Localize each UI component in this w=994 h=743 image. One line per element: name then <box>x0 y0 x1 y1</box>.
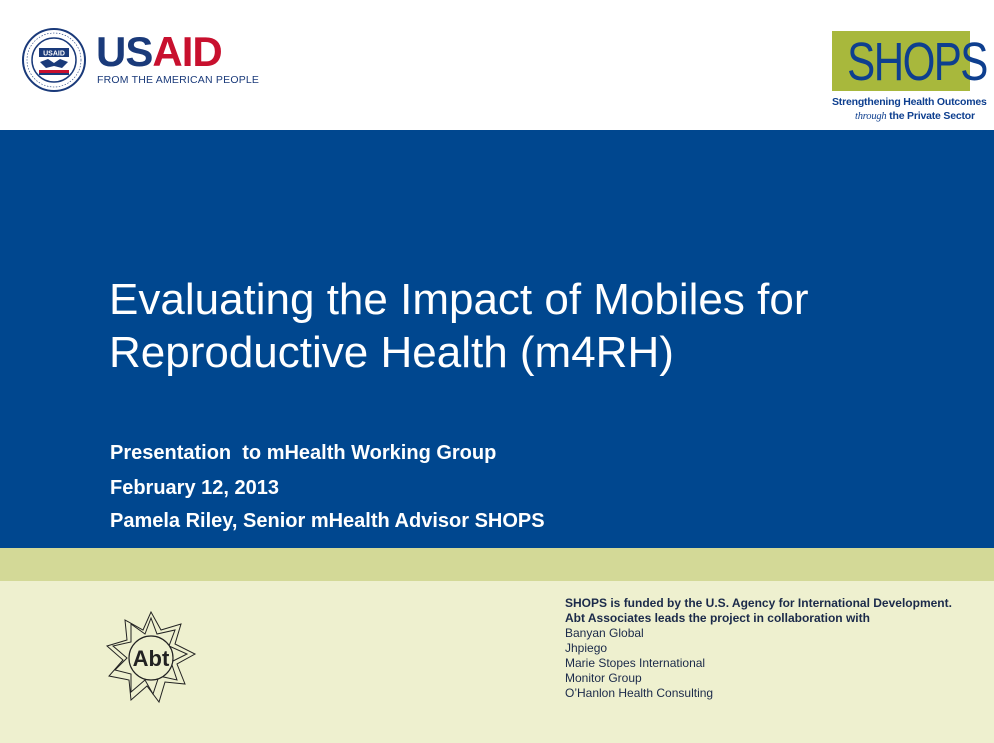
usaid-wordmark <box>96 30 222 74</box>
divider-stripe <box>0 548 994 581</box>
abt-associates-logo <box>103 610 199 706</box>
shops-tagline-through: through <box>855 111 887 122</box>
subtitle-event: Presentation to mHealth Working Group <box>110 442 497 464</box>
seal-text: USAID <box>43 50 65 58</box>
usaid-word-us: US <box>96 28 153 75</box>
funding-statement <box>565 596 952 701</box>
shops-tagline-line1: Strengthening Health Outcomes <box>832 96 987 108</box>
shops-tagline-line2 <box>855 110 975 122</box>
usaid-word-aid: AID <box>152 28 222 75</box>
usaid-seal-logo <box>22 28 86 92</box>
shops-logo-text: SHOPS <box>847 32 987 92</box>
partner-item: Marie Stopes International <box>565 656 706 670</box>
abt-logo-text: Abt <box>132 646 170 671</box>
shops-tagline-rest: the Private Sector <box>886 110 975 122</box>
partner-item: O’Hanlon Health Consulting <box>565 686 714 700</box>
subtitle-presenter: Pamela Riley, Senior mHealth Advisor SHOPS <box>110 510 545 532</box>
slide-header <box>0 0 994 130</box>
partner-item: Monitor Group <box>565 671 642 685</box>
slide-title-line2: Reproductive Health (m4RH) <box>109 328 674 377</box>
partner-item: Jhpiego <box>565 641 608 655</box>
slide-title-line1: Evaluating the Impact of Mobiles for <box>109 275 809 324</box>
slide-title <box>109 273 969 379</box>
partner-item: Banyan Global <box>565 626 644 640</box>
funding-line2: Abt Associates leads the project in collaboration with <box>565 611 870 625</box>
funding-line1: SHOPS is funded by the U.S. Agency for International Development. <box>565 596 952 610</box>
shops-logo <box>832 31 987 92</box>
subtitle-date: February 12, 2013 <box>110 477 279 499</box>
usaid-tagline: FROM THE AMERICAN PEOPLE <box>97 74 260 86</box>
